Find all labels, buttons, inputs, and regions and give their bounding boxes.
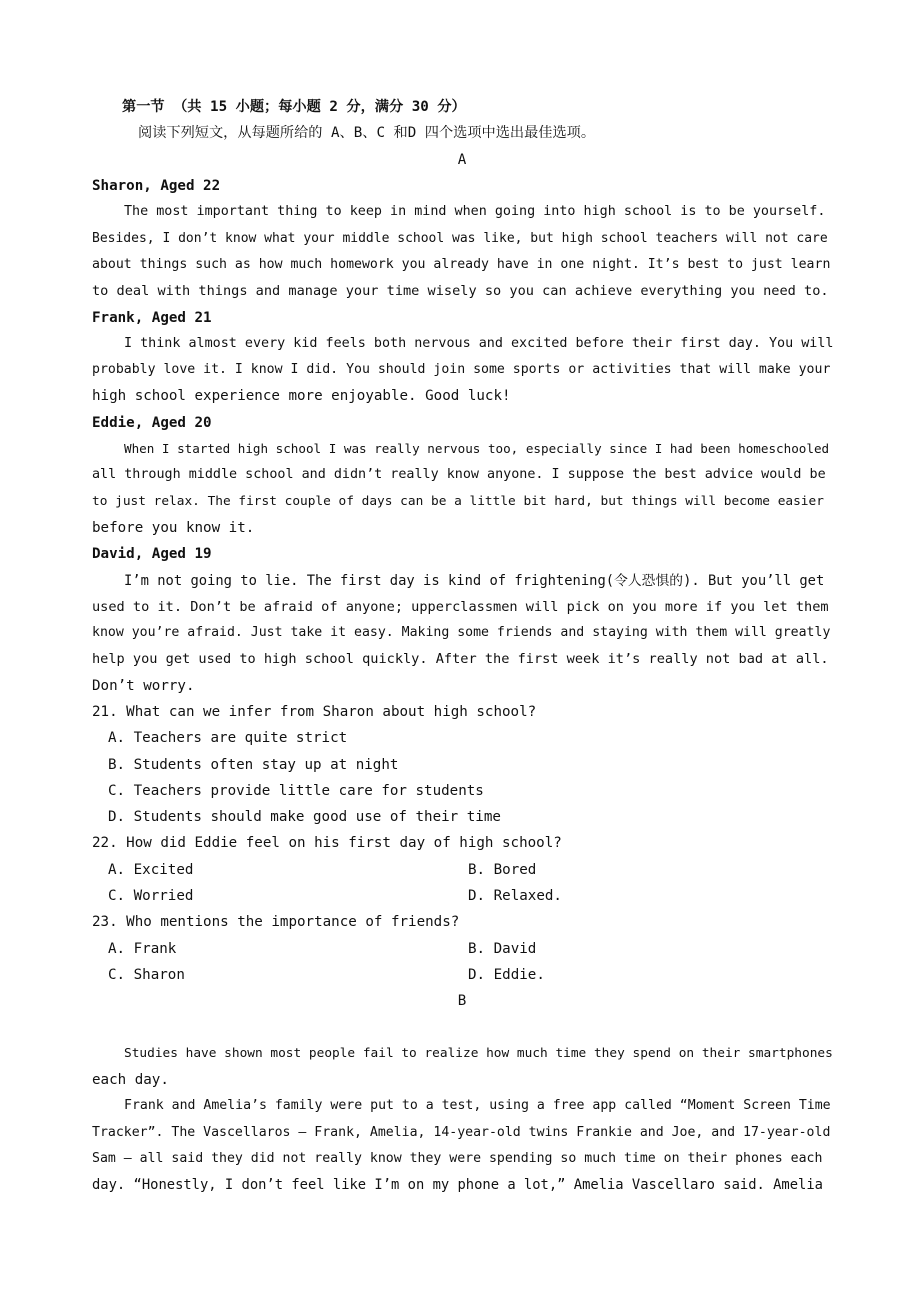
question-option: A. Frank — [108, 941, 177, 957]
section-instruction: 阅读下列短文，从每题所给的 A、B、C 和D 四个选项中选出最佳选项。 — [138, 125, 596, 141]
paragraph-line: When I started high school I was really nervous too, especially since I had been homeschooled — [124, 441, 830, 456]
question-option: B. Students often stay up at night — [108, 757, 399, 773]
paragraph-line: Tracker”. The Vascellaros — Frank, Amelia, 14-year-old twins Frankie and Joe, and 17-year-old — [92, 1125, 831, 1140]
question-option: B. Bored — [468, 862, 537, 878]
paragraph-line: each day. — [92, 1072, 169, 1088]
paragraph-line: Besides, I don’t know what your middle school was like, but high school teachers will not care — [92, 231, 828, 246]
paragraph-line: used to it. Don’t be afraid of anyone; upperclassmen will pick on you more if you let them — [92, 599, 829, 615]
passage-a-label: A — [457, 152, 467, 168]
question-option: C. Teachers provide little care for students — [108, 783, 484, 799]
paragraph-line: day. “Honestly, I don’t feel like I’m on my phone a lot,” Amelia Vascellaro said. Amelia — [92, 1177, 823, 1193]
paragraph-line: Sam — all said they did not really know they were spending so much time on their phones each — [92, 1151, 823, 1166]
speaker-name: David, Aged 19 — [92, 546, 212, 562]
paragraph-line: I’m not going to lie. The first day is kind of frightening(令人恐惧的). But you’ll get — [124, 573, 825, 589]
question-option: A. Excited — [108, 862, 194, 878]
paragraph-line: Studies have shown most people fail to realize how much time they spend on their smartphones — [124, 1046, 833, 1061]
question-option: A. Teachers are quite strict — [108, 730, 348, 746]
question-stem: 22. How did Eddie feel on his first day of high school? — [92, 835, 562, 851]
question-stem: 23. Who mentions the importance of friends? — [92, 914, 460, 930]
question-option: D. Relaxed. — [468, 888, 562, 904]
question-stem: 21. What can we infer from Sharon about high school? — [92, 704, 537, 720]
paragraph-line: about things such as how much homework you already have in one night. It’s best to just learn — [92, 257, 831, 272]
paragraph-line: all through middle school and didn’t really know anyone. I suppose the best advice would be — [92, 467, 826, 482]
paragraph-line: to just relax. The first couple of days can be a little bit hard, but things will become easier — [92, 494, 824, 509]
speaker-name: Sharon, Aged 22 — [92, 178, 221, 194]
question-option: C. Worried — [108, 888, 194, 904]
paragraph-line: high school experience more enjoyable. Good luck! — [92, 388, 511, 404]
paragraph-line: know you’re afraid. Just take it easy. Making some friends and staying with them will greatly — [92, 625, 831, 640]
passage-b-label: B — [457, 993, 467, 1009]
paragraph-line: to deal with things and manage your time wisely so you can achieve everything you need to. — [92, 283, 829, 299]
paragraph-line: I think almost every kid feels both nervous and excited before their first day. You will — [124, 336, 834, 351]
paragraph-line: help you get used to high school quickly. After the first week it’s really not bad at all. — [92, 651, 829, 667]
paragraph-line: Frank and Amelia’s family were put to a test, using a free app called “Moment Screen Time — [124, 1098, 831, 1113]
paragraph-line: probably love it. I know I did. You should join some sports or activities that will make your — [92, 362, 831, 377]
speaker-name: Eddie, Aged 20 — [92, 415, 212, 431]
paragraph-line: The most important thing to keep in mind when going into high school is to be yourself. — [124, 204, 826, 219]
paragraph-line: Don’t worry. — [92, 678, 195, 694]
question-option: D. Students should make good use of their time — [108, 809, 501, 825]
speaker-name: Frank, Aged 21 — [92, 310, 212, 326]
question-option: D. Eddie. — [468, 967, 545, 983]
question-option: C. Sharon — [108, 967, 185, 983]
paragraph-line: before you know it. — [92, 520, 255, 536]
question-option: B. David — [468, 941, 537, 957]
section-heading: 第一节 （共 15 小题；每小题 2 分，满分 30 分） — [122, 99, 466, 115]
